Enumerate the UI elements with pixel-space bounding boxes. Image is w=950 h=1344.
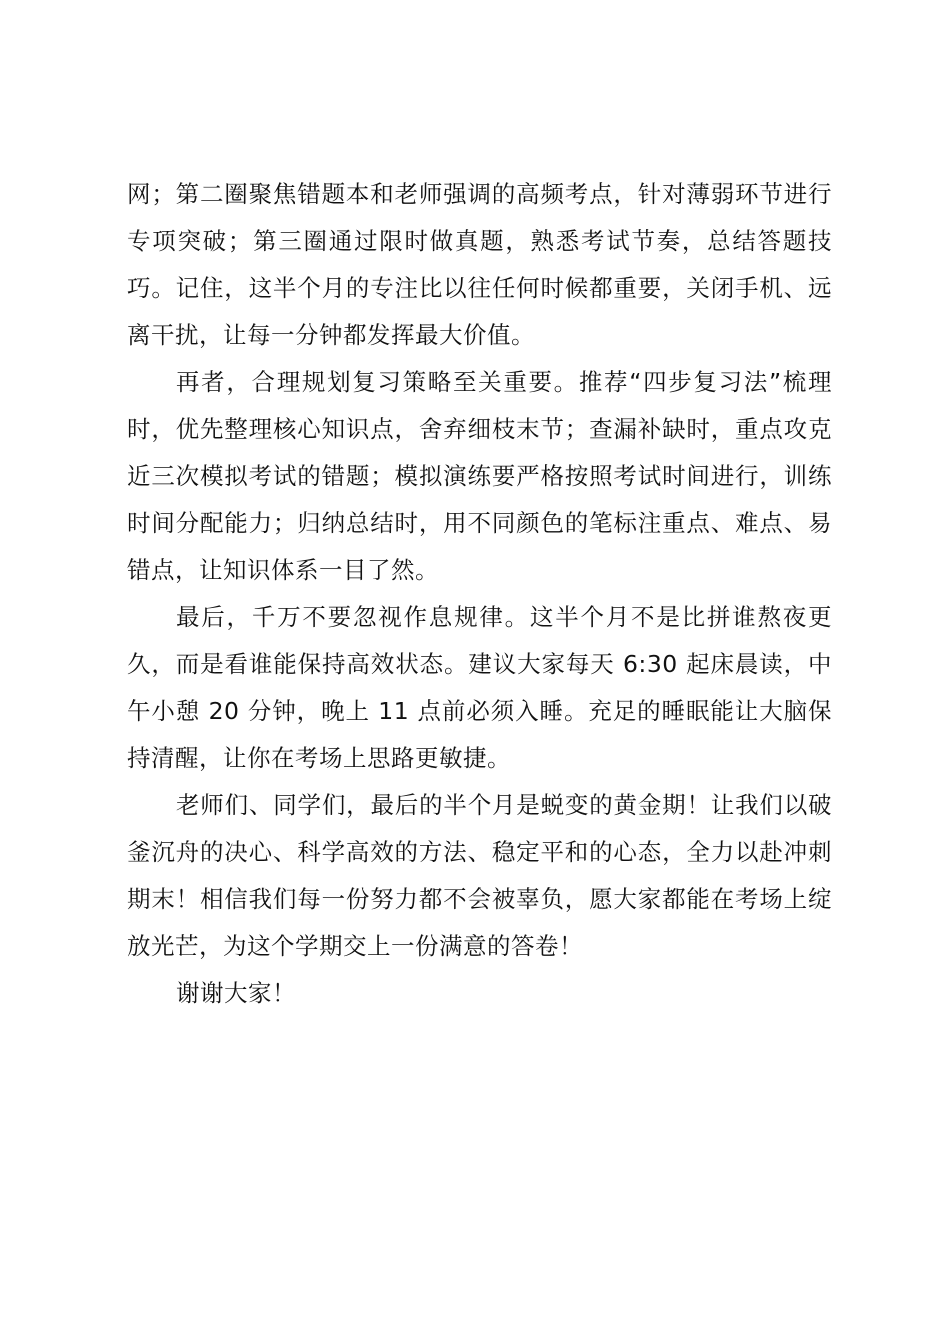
- paragraph-routine: 最后，千万不要忽视作息规律。这半个月不是比拼谁熬夜更久，而是看谁能保持高效状态。建议大家每天 6:30 起床晨读，中午小憩 20 分钟，晚上 11 点前必须入睡。充足的睡眠能让大脑保持清醒，让你在考场上思路更敏捷。: [127, 603, 832, 772]
- document-body: [127, 171, 832, 1017]
- paragraph-continuation: 网；第二圈聚焦错题本和老师强调的高频考点，针对薄弱环节进行专项突破；第三圈通过限时做真题，熟悉考试节奏，总结答题技巧。记住，这半个月的专注比以往任何时候都重要，关闭手机、远离干扰，让每一分钟都发挥最大价值。: [127, 180, 832, 349]
- paragraph-thanks: 谢谢大家！: [176, 979, 296, 1007]
- paragraph-review-strategy: 再者，合理规划复习策略至关重要。推荐“四步复习法”梳理时，优先整理核心知识点，舍弃细枝末节；查漏补缺时，重点攻克近三次模拟考试的错题；模拟演练要严格按照考试时间进行，训练时间分配能力；归纳总结时，用不同颜色的笔标注重点、难点、易错点，让知识体系一目了然。: [127, 368, 832, 584]
- paragraph-closing-call: 老师们、同学们，最后的半个月是蜕变的黄金期！让我们以破釜沉舟的决心、科学高效的方法、稳定平和的心态，全力以赴冲刺期末！相信我们每一份努力都不会被辜负，愿大家都能在考场上绽放光芒，为这个学期交上一份满意的答卷！: [127, 791, 832, 960]
